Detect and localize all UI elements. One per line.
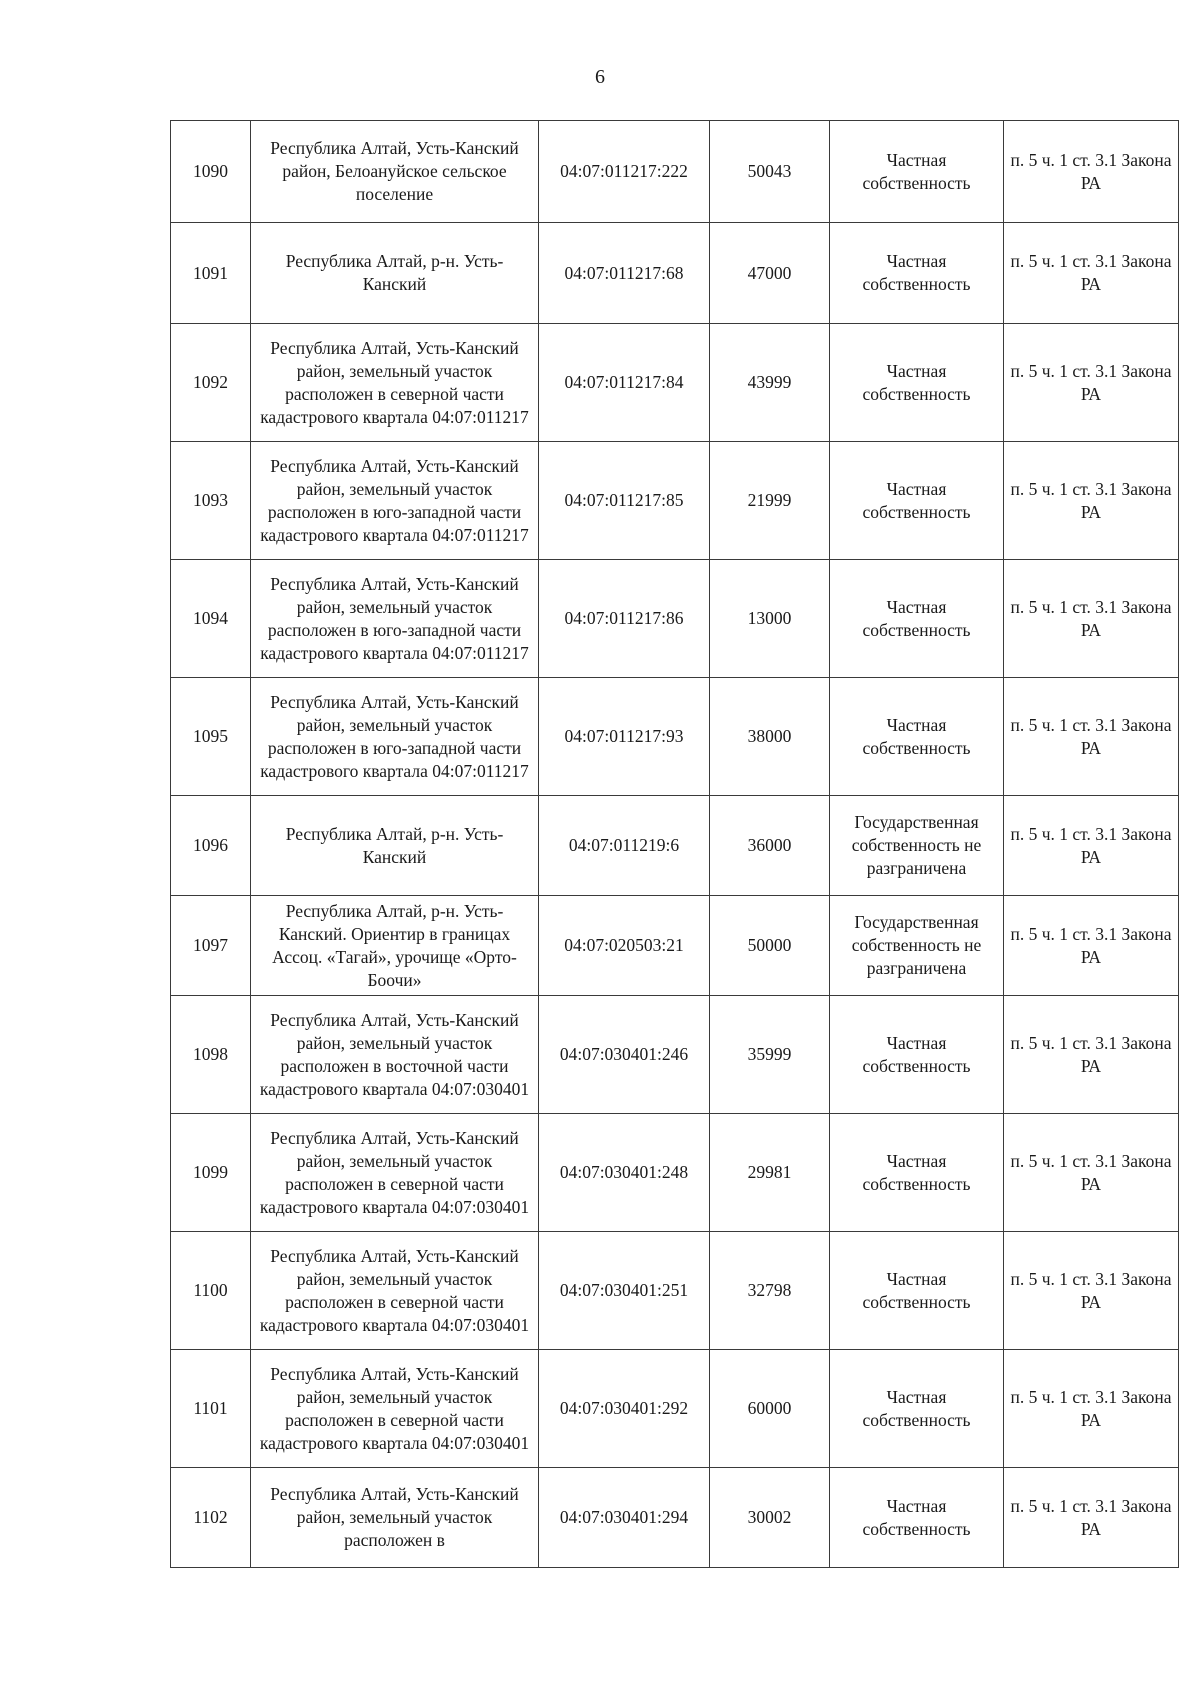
ownership-type: Частная собственность xyxy=(830,1232,1004,1350)
cadastral-number: 04:07:011217:222 xyxy=(539,121,710,223)
legal-basis: п. 5 ч. 1 ст. 3.1 Закона РА xyxy=(1004,796,1179,896)
legal-basis: п. 5 ч. 1 ст. 3.1 Закона РА xyxy=(1004,1468,1179,1568)
table-row xyxy=(171,442,1179,560)
plot-area: 38000 xyxy=(710,678,830,796)
cadastral-number: 04:07:030401:251 xyxy=(539,1232,710,1350)
plot-area: 35999 xyxy=(710,996,830,1114)
plot-address: Республика Алтай, Усть-Канский район, земельный участок расположен в северной части кадастрового квартала 04:07:030401 xyxy=(251,1114,539,1232)
ownership-type: Частная собственность xyxy=(830,223,1004,324)
legal-basis: п. 5 ч. 1 ст. 3.1 Закона РА xyxy=(1004,223,1179,324)
table-row xyxy=(171,121,1179,223)
plot-address: Республика Алтай, Усть-Канский район, земельный участок расположен в юго-западной части кадастрового квартала 04:07:011217 xyxy=(251,442,539,560)
plot-address: Республика Алтай, Усть-Канский район, земельный участок расположен в восточной части кадастрового квартала 04:07:030401 xyxy=(251,996,539,1114)
ownership-type: Частная собственность xyxy=(830,324,1004,442)
plot-address: Республика Алтай, Усть-Канский район, земельный участок расположен в северной части кадастрового квартала 04:07:030401 xyxy=(251,1350,539,1468)
table-row xyxy=(171,996,1179,1114)
plot-area: 21999 xyxy=(710,442,830,560)
plot-address: Республика Алтай, Усть-Канский район, земельный участок расположен в юго-западной части кадастрового квартала 04:07:011217 xyxy=(251,678,539,796)
cadastral-number: 04:07:030401:246 xyxy=(539,996,710,1114)
row-number: 1101 xyxy=(171,1350,251,1468)
ownership-type: Частная собственность xyxy=(830,1114,1004,1232)
row-number: 1098 xyxy=(171,996,251,1114)
cadastral-number: 04:07:011217:93 xyxy=(539,678,710,796)
cadastral-number: 04:07:011217:68 xyxy=(539,223,710,324)
table-row xyxy=(171,1232,1179,1350)
cadastral-number: 04:07:011219:6 xyxy=(539,796,710,896)
legal-basis: п. 5 ч. 1 ст. 3.1 Закона РА xyxy=(1004,442,1179,560)
row-number: 1096 xyxy=(171,796,251,896)
table-row xyxy=(171,1350,1179,1468)
legal-basis: п. 5 ч. 1 ст. 3.1 Закона РА xyxy=(1004,1232,1179,1350)
cadastral-number: 04:07:011217:84 xyxy=(539,324,710,442)
plot-address: Республика Алтай, Усть-Канский район, земельный участок расположен в северной части кадастрового квартала 04:07:030401 xyxy=(251,1232,539,1350)
cadastral-number: 04:07:011217:86 xyxy=(539,560,710,678)
table-row xyxy=(171,678,1179,796)
cadastral-number: 04:07:030401:292 xyxy=(539,1350,710,1468)
row-number: 1092 xyxy=(171,324,251,442)
plot-address: Республика Алтай, р-н. Усть-Канский. Ориентир в границах Ассоц. «Тагай», урочище «Орто-Боочи» xyxy=(251,896,539,996)
plot-area: 30002 xyxy=(710,1468,830,1568)
cadastral-number: 04:07:011217:85 xyxy=(539,442,710,560)
table-row xyxy=(171,324,1179,442)
table-row xyxy=(171,1468,1179,1568)
plot-area: 43999 xyxy=(710,324,830,442)
table-row xyxy=(171,1114,1179,1232)
plot-area: 29981 xyxy=(710,1114,830,1232)
row-number: 1090 xyxy=(171,121,251,223)
cadastral-number: 04:07:020503:21 xyxy=(539,896,710,996)
plot-area: 13000 xyxy=(710,560,830,678)
legal-basis: п. 5 ч. 1 ст. 3.1 Закона РА xyxy=(1004,1114,1179,1232)
plot-address: Республика Алтай, Усть-Канский район, земельный участок расположен в xyxy=(251,1468,539,1568)
legal-basis: п. 5 ч. 1 ст. 3.1 Закона РА xyxy=(1004,678,1179,796)
ownership-type: Частная собственность xyxy=(830,678,1004,796)
cadastral-number: 04:07:030401:294 xyxy=(539,1468,710,1568)
row-number: 1102 xyxy=(171,1468,251,1568)
row-number: 1093 xyxy=(171,442,251,560)
plot-area: 50000 xyxy=(710,896,830,996)
plot-address: Республика Алтай, р-н. Усть-Канский xyxy=(251,796,539,896)
ownership-type: Частная собственность xyxy=(830,1468,1004,1568)
plot-address: Республика Алтай, Усть-Канский район, земельный участок расположен в юго-западной части кадастрового квартала 04:07:011217 xyxy=(251,560,539,678)
row-number: 1095 xyxy=(171,678,251,796)
land-registry-table xyxy=(170,120,1179,1568)
table-row xyxy=(171,796,1179,896)
plot-area: 60000 xyxy=(710,1350,830,1468)
plot-address: Республика Алтай, Усть-Канский район, земельный участок расположен в северной части кадастрового квартала 04:07:011217 xyxy=(251,324,539,442)
legal-basis: п. 5 ч. 1 ст. 3.1 Закона РА xyxy=(1004,896,1179,996)
row-number: 1100 xyxy=(171,1232,251,1350)
row-number: 1091 xyxy=(171,223,251,324)
ownership-type: Государственная собственность не разграничена xyxy=(830,896,1004,996)
table-row xyxy=(171,560,1179,678)
legal-basis: п. 5 ч. 1 ст. 3.1 Закона РА xyxy=(1004,324,1179,442)
ownership-type: Частная собственность xyxy=(830,996,1004,1114)
legal-basis: п. 5 ч. 1 ст. 3.1 Закона РА xyxy=(1004,560,1179,678)
row-number: 1094 xyxy=(171,560,251,678)
ownership-type: Частная собственность xyxy=(830,442,1004,560)
legal-basis: п. 5 ч. 1 ст. 3.1 Закона РА xyxy=(1004,1350,1179,1468)
legal-basis: п. 5 ч. 1 ст. 3.1 Закона РА xyxy=(1004,121,1179,223)
ownership-type: Частная собственность xyxy=(830,1350,1004,1468)
legal-basis: п. 5 ч. 1 ст. 3.1 Закона РА xyxy=(1004,996,1179,1114)
page-number: 6 xyxy=(595,66,605,88)
plot-address: Республика Алтай, Усть-Канский район, Белоануйское сельское поселение xyxy=(251,121,539,223)
plot-area: 47000 xyxy=(710,223,830,324)
table-row xyxy=(171,223,1179,324)
ownership-type: Частная собственность xyxy=(830,121,1004,223)
ownership-type: Частная собственность xyxy=(830,560,1004,678)
row-number: 1097 xyxy=(171,896,251,996)
plot-area: 50043 xyxy=(710,121,830,223)
table-row xyxy=(171,896,1179,996)
ownership-type: Государственная собственность не разграничена xyxy=(830,796,1004,896)
plot-area: 32798 xyxy=(710,1232,830,1350)
cadastral-number: 04:07:030401:248 xyxy=(539,1114,710,1232)
plot-area: 36000 xyxy=(710,796,830,896)
plot-address: Республика Алтай, р-н. Усть-Канский xyxy=(251,223,539,324)
row-number: 1099 xyxy=(171,1114,251,1232)
